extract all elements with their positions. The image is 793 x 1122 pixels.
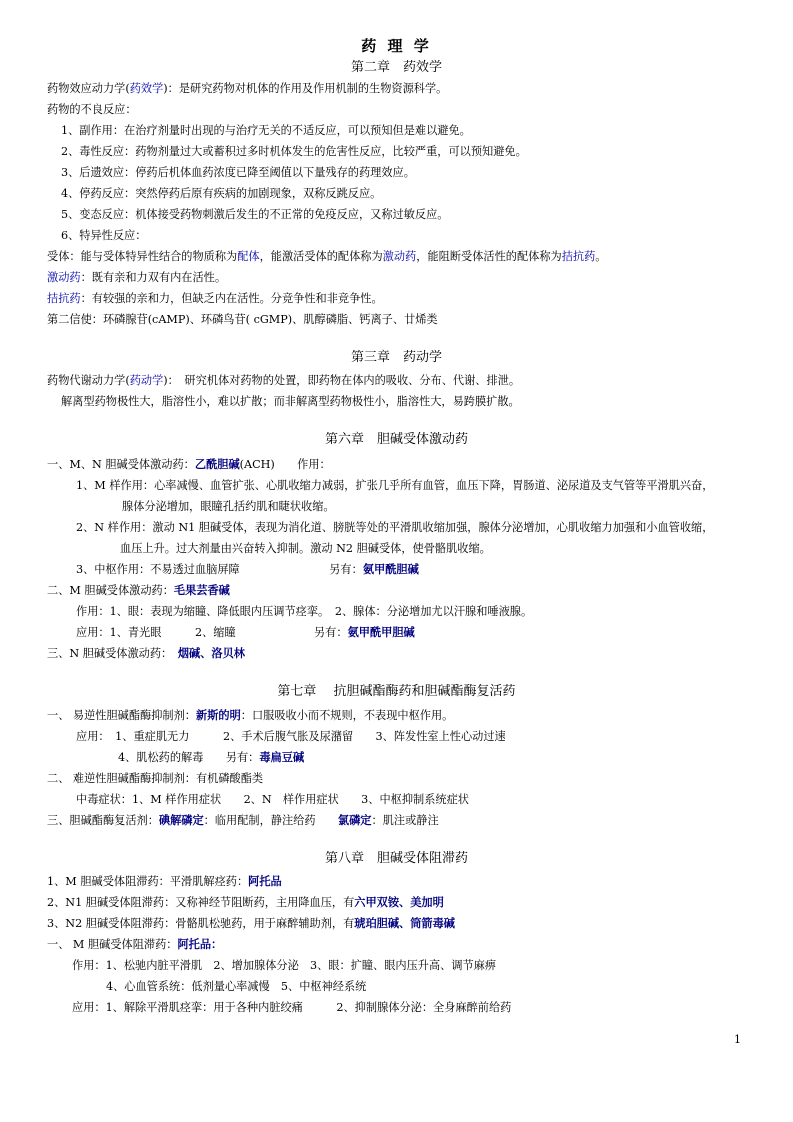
text-segment: 三、N 胆碱受体激动药： bbox=[47, 647, 178, 660]
highlighted-term: 氨甲酰胆碱 bbox=[362, 562, 419, 576]
text-line bbox=[61, 185, 753, 202]
text-segment: )： 研究机体对药物的处置，即药物在体内的吸收、分布、代谢、排泄。 bbox=[163, 374, 521, 387]
text-segment: 第六章 胆碱受体激动药 bbox=[324, 432, 468, 447]
text-segment: 应用： 1、重症肌无力 2、手术后腹气胀及尿潴留 3、阵发性室上性心动过速 bbox=[76, 730, 506, 743]
highlighted-term: 新斯的明 bbox=[196, 708, 241, 722]
text-line bbox=[76, 519, 753, 536]
text-segment: 2、N1 胆碱受体阻滞药：又称神经节阻断药，主用降血压，有 bbox=[47, 896, 355, 909]
text-segment: 药物效应动力学( bbox=[47, 82, 130, 95]
text-line bbox=[122, 498, 753, 515]
text-segment: (ACH) 作用： bbox=[239, 458, 331, 471]
highlighted-term: 氨甲酰甲胆碱 bbox=[347, 625, 415, 639]
text-line bbox=[47, 915, 753, 932]
text-segment: ：临用配制，静注给药 bbox=[203, 814, 338, 827]
text-segment: 第三章 药动学 bbox=[350, 350, 442, 365]
chapter-heading bbox=[0, 683, 793, 700]
chapter-heading bbox=[0, 850, 793, 867]
text-segment: 腺体分泌增加，眼瞳孔括约肌和睫状收缩。 bbox=[122, 500, 335, 513]
text-line bbox=[47, 582, 753, 599]
highlighted-term: 乙酰胆碱 bbox=[194, 457, 240, 471]
text-line bbox=[76, 791, 753, 808]
text-line bbox=[47, 707, 753, 724]
text-line bbox=[118, 749, 753, 766]
text-segment: 受体：能与受体特异性结合的物质称为 bbox=[47, 250, 238, 263]
text-segment: 一、 易逆性胆碱酯酶抑制剂： bbox=[47, 709, 196, 722]
text-segment: 1、副作用：在治疗剂量时出现的与治疗无关的不适反应，可以预知但是难以避免。 bbox=[61, 124, 471, 137]
text-segment: 第八章 胆碱受体阻滞药 bbox=[324, 851, 468, 866]
text-segment: ，能激活受体的配体称为 bbox=[259, 250, 383, 263]
highlighted-term: 毛果芸香碱 bbox=[173, 583, 230, 597]
text-line bbox=[120, 540, 753, 557]
text-segment: 1、M 样作用：心率减慢、血管扩张、心肌收缩力减弱，扩张几乎所有血管，血压下降，胃肠道、泌尿道及支气管等平滑肌兴奋， bbox=[76, 479, 714, 492]
highlighted-term: 药动学 bbox=[129, 374, 164, 387]
chapter-heading bbox=[0, 431, 793, 448]
text-segment: 二、M 胆碱受体激动药： bbox=[47, 584, 174, 597]
highlighted-term: 琥珀胆碱、筒箭毒碱 bbox=[354, 916, 455, 930]
text-line bbox=[47, 372, 753, 389]
text-line bbox=[106, 978, 753, 995]
highlighted-term: 阿托品： bbox=[177, 937, 223, 951]
highlighted-term: 阿托品 bbox=[248, 874, 282, 888]
highlighted-term: 碘解磷定 bbox=[158, 813, 204, 827]
text-segment: 血压上升。过大剂量由兴奋转入抑制。激动 N2 胆碱受体，使骨骼肌收缩。 bbox=[120, 542, 491, 555]
highlighted-term: 六甲双铵、美加明 bbox=[354, 895, 444, 909]
text-line bbox=[47, 936, 753, 953]
text-segment: ：肌注或静注 bbox=[371, 814, 439, 827]
text-line bbox=[47, 770, 753, 787]
text-segment: ：有较强的亲和力，但缺乏内在活性。分竞争性和非竞争性。 bbox=[80, 292, 383, 305]
text-segment: 3、后遗效应：停药后机体血药浓度已降至阈值以下量残存的药理效应。 bbox=[61, 166, 415, 179]
text-segment: ：既有亲和力双有内在活性。 bbox=[80, 271, 227, 284]
text-line bbox=[47, 290, 753, 307]
highlighted-term: 氯磷定 bbox=[337, 813, 372, 827]
text-segment: 2、N 样作用：激动 N1 胆碱受体，表现为消化道、膀胱等处的平滑肌收缩加强，腺体分泌增加，心肌收缩力加强和小血管收缩， bbox=[76, 521, 714, 534]
highlighted-term: 拮抗药 bbox=[47, 292, 81, 305]
text-line bbox=[47, 269, 753, 286]
text-segment: 4、心血管系统：低剂量心率减慢 5、中枢神经系统 bbox=[106, 980, 367, 993]
text-line bbox=[47, 645, 753, 662]
highlighted-term: 药效学 bbox=[129, 82, 164, 95]
text-segment: 作用：1、松驰内脏平滑肌 2、增加腺体分泌 3、眼：扩瞳、眼内压升高、调节麻痹 bbox=[72, 959, 497, 972]
text-line bbox=[47, 101, 753, 118]
text-segment: 4、肌松药的解毒 另有： bbox=[118, 751, 260, 764]
text-segment: 药物的不良反应： bbox=[47, 103, 137, 116]
text-line bbox=[47, 812, 753, 829]
text-segment: 应用：1、解除平滑肌痉挛：用于各种内脏绞痛 2、抑制腺体分泌：全身麻醉前给药 bbox=[72, 1001, 512, 1014]
highlighted-term: 激动药 bbox=[382, 250, 417, 263]
text-segment: 应用：1、青光眼 2、缩瞳 另有： bbox=[76, 626, 348, 639]
text-line bbox=[47, 873, 753, 890]
text-segment: 二、 难逆性胆碱酯酶抑制剂：有机磷酸酯类 bbox=[47, 772, 264, 785]
highlighted-term: 拮抗药 bbox=[561, 250, 596, 263]
highlighted-term: 配体 bbox=[237, 250, 260, 263]
text-line bbox=[76, 603, 753, 620]
highlighted-term: 激动药 bbox=[47, 271, 81, 284]
text-line bbox=[76, 728, 753, 745]
text-segment: 药 理 学 bbox=[361, 37, 432, 55]
text-line bbox=[61, 206, 753, 223]
text-segment: 4、停药反应：突然停药后原有疾病的加剧现象，双称反跳反应。 bbox=[61, 187, 382, 200]
text-line bbox=[61, 143, 753, 160]
text-line bbox=[72, 957, 753, 974]
text-segment: 3、N2 胆碱受体阻滞药：骨骼肌松驰药，用于麻醉辅助剂，有 bbox=[47, 917, 355, 930]
text-segment: 中毒症状：1、M 样作用症状 2、N 样作用症状 3、中枢抑制系统症状 bbox=[76, 793, 469, 806]
highlighted-term: 烟碱、洛贝林 bbox=[177, 646, 245, 660]
text-line bbox=[47, 894, 753, 911]
text-segment: 第七章 抗胆碱酯酶药和胆碱酯酶复活药 bbox=[277, 684, 516, 699]
chapter-heading bbox=[0, 349, 793, 366]
text-line bbox=[76, 477, 753, 494]
highlighted-term: 毒扁豆碱 bbox=[259, 750, 305, 764]
text-line bbox=[47, 80, 753, 97]
text-line bbox=[61, 227, 753, 244]
document-title bbox=[0, 38, 793, 55]
text-line bbox=[76, 624, 753, 641]
text-segment: 。 bbox=[595, 250, 607, 263]
text-segment: 1、M 胆碱受体阻滞药：平滑肌解痉药： bbox=[47, 875, 249, 888]
text-segment: 作用：1、眼：表现为缩瞳、降低眼内压调节痉挛。 2、腺体：分泌增加尤以汗腺和唾液腺。 bbox=[76, 605, 533, 618]
text-segment: 解离型药物极性大，脂溶性小，难以扩散；而非解离型药物极性小，脂溶性大，易跨膜扩散。 bbox=[61, 395, 520, 408]
text-line bbox=[47, 248, 753, 265]
text-segment: 第二信使：环磷腺苷(cAMP)、环磷鸟苷( cGMP)、肌醇磷脂、钙离子、廿烯类 bbox=[47, 313, 438, 326]
text-segment: 3、中枢作用：不易透过血脑屏障 另有： bbox=[76, 563, 363, 576]
text-line bbox=[76, 561, 753, 578]
text-segment: ，能阻断受体活性的配体称为 bbox=[416, 250, 562, 263]
text-segment: 一、 M 胆碱受体阻滞药： bbox=[47, 938, 178, 951]
text-segment: 6、特异性反应： bbox=[61, 229, 147, 242]
text-line bbox=[72, 999, 753, 1016]
text-segment: )：是研究药物对机体的作用及作用机制的生物资源科学。 bbox=[163, 82, 448, 95]
text-line bbox=[61, 164, 753, 181]
text-line bbox=[61, 393, 753, 410]
text-segment: ：口服吸收小而不规则，不表现中枢作用。 bbox=[240, 709, 454, 722]
text-segment: 三、胆碱酯酶复活剂： bbox=[47, 814, 159, 827]
text-line bbox=[61, 122, 753, 139]
page-number: 1 bbox=[734, 1033, 741, 1046]
text-segment: 药物代谢动力学( bbox=[47, 374, 130, 387]
text-segment: 第二章 药效学 bbox=[350, 60, 442, 75]
chapter-heading bbox=[0, 59, 793, 76]
text-line bbox=[47, 311, 753, 328]
text-line bbox=[47, 456, 753, 473]
text-segment: 一、M、N 胆碱受体激动药： bbox=[47, 458, 195, 471]
text-segment: 5、变态反应：机体接受药物刺激后发生的不正常的免疫反应，又称过敏反应。 bbox=[61, 208, 449, 221]
text-segment: 2、毒性反应：药物剂量过大或蓄积过多时机体发生的危害性反应，比较严重，可以预知避免。 bbox=[61, 145, 527, 158]
